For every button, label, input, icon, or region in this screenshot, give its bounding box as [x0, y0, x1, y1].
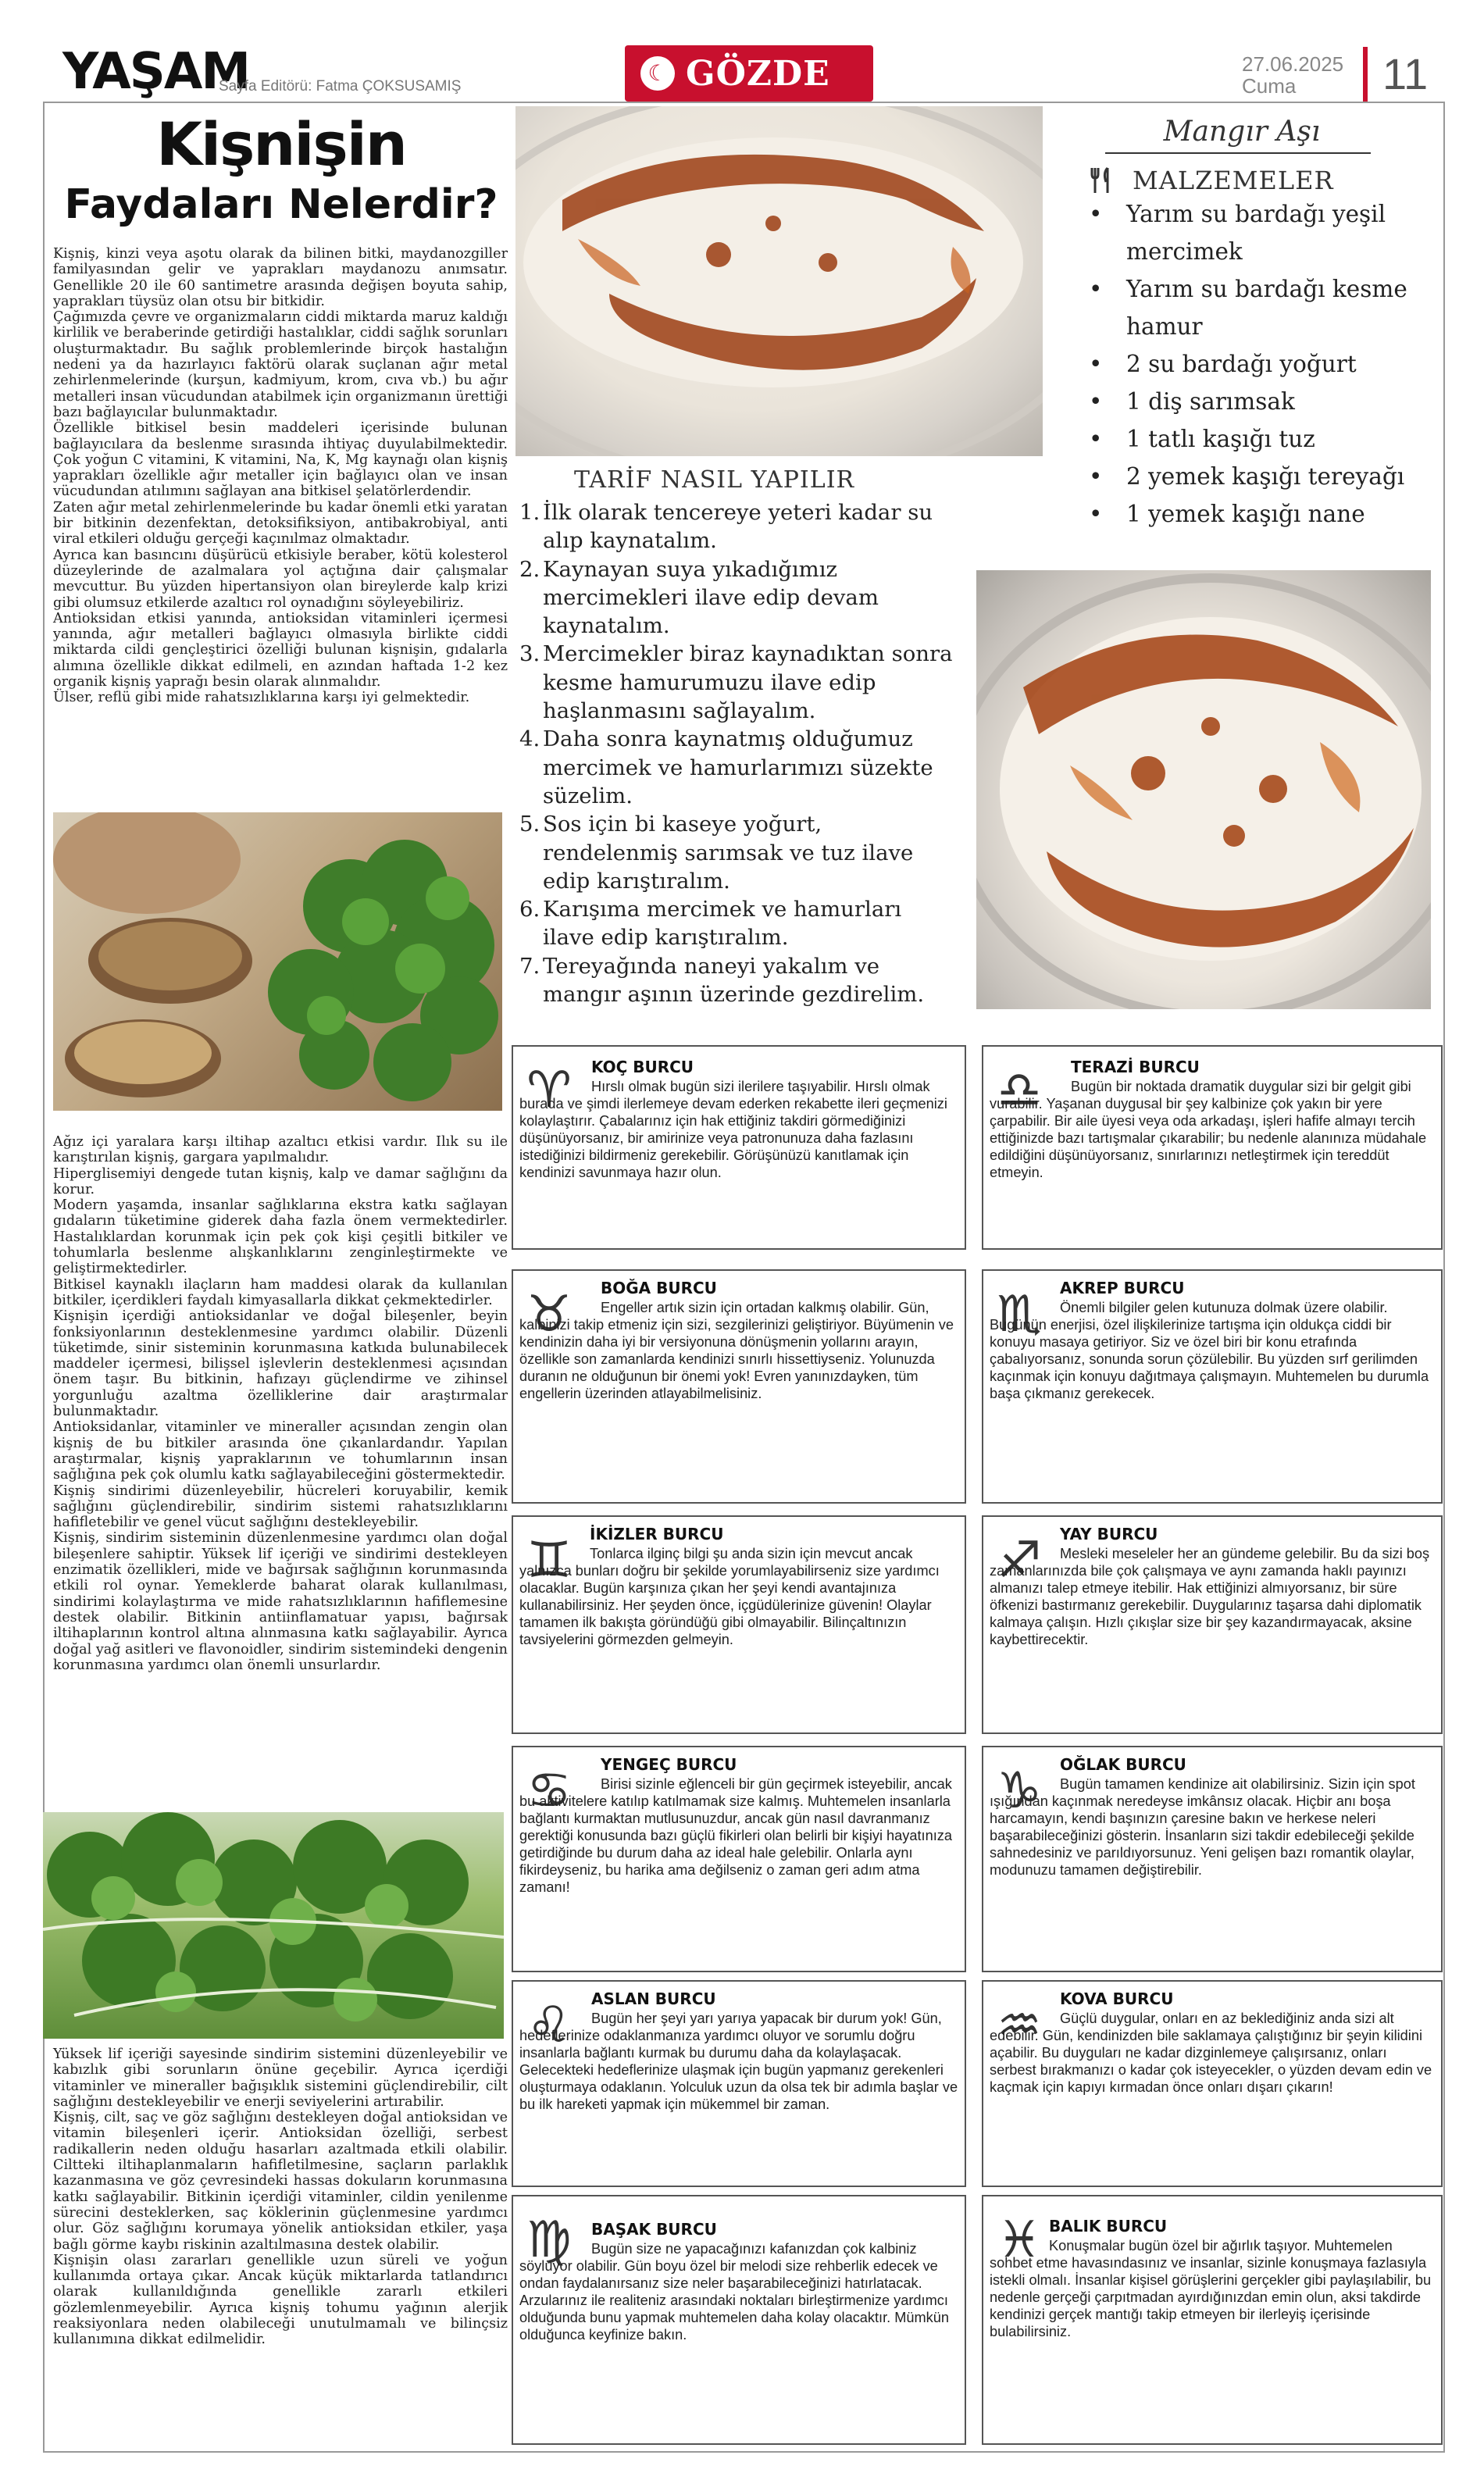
horoscope-title: BOĞA BURCU — [601, 1279, 717, 1297]
horoscope-title: YENGEÇ BURCU — [601, 1755, 737, 1774]
horoscope-box-balik — [982, 2195, 1443, 2445]
mangir-dish-photo-2 — [976, 570, 1431, 1009]
step-number: 5. — [519, 812, 540, 837]
horoscope-text: Mesleki meseleler her an gündeme gelebilir. Bu da sizi boş zamanlarınızda bile çok çalışmaya ve aynı zamanda haklı payınızı almanızı talep etmeye itebilir. Hak ettiğinizi almıyorsanız, bir süre öfkenizi bastırmanız gerekebilir. Duygularınız taşarsa dahi diplomatik kalmaya çalışın. Hızlı çıkışlar size bir şey kazandırmayacak, aksine kaybettirecektir. — [990, 1546, 1430, 1647]
sagittarius-icon: ♐ — [997, 1532, 1042, 1590]
article-paragraph: Kişniş, cilt, saç ve göz sağlığını destekleyen doğal antioksidan ve vitamin bileşenleri içerir. Antioksidan özelliği, serbest radikallerin neden olduğu hasarları azaltmada etkili olabilir. Ciltteki iltihaplanmaların hafifletilmesine, saçların parlaklık kazanmasına ve göz çevresindeki hassas dokuların korunmasına katkı sağlayabilir. Bitkinin içerdiği vitaminler, cildin yenilenme sürecini desteklerken, saç köklerinin güçlenmesine yardımcı olur. Göz sağlığını korumaya yönelik antioksidan etkiler, yaşa bağlı görme kaybı riskinin azaltılmasına destek olabilir. — [53, 2110, 508, 2253]
horoscope-box-yay — [982, 1515, 1443, 1734]
horoscope-text: Bugün bir noktada dramatik duygular sizi bir gelgit gibi vurabilir. Yaşanan duygusal bir şey kalbinize çok yakın bir yere çarpabilir. Bir aile üyesi veya oda arkadaşı, işleri hafife almayı tercih ettiğinizde bazı tartışmalar çıkarabilir; bu nedenle alanınıza müdahale edildiğini düşünüyorsanız, sınırlarınızı netleştirmek için tereddüt etmeyin. — [990, 1079, 1427, 1180]
recipe-step — [519, 725, 957, 810]
horoscope-title: OĞLAK BURCU — [1060, 1755, 1186, 1774]
horoscope-title: KOÇ BURCU — [591, 1058, 694, 1076]
article-column-1 — [53, 246, 508, 706]
step-number: 3. — [519, 641, 540, 667]
article-paragraph: Kişniş, kinzi veya aşotu olarak da bilinen bitki, maydanozgiller familyasından gelir ve yaprakları maydanozu anımsatır. Genellikle 20 ile 60 santimetre arasında değişen boyuta sahip, yaprakları tüysüz olan otsu bir bitkidir. — [53, 246, 508, 309]
horoscope-text: Bugün her şeyi yarı yarıya yapacak bir durum yok! Gün, hedeflerinize odaklanmanıza yardımcı oluyor ve sorumlu doğru insanlarla bağlantı kurmak bu durumu daha da kolaylaşacak. Gelecekteki hedeflerinize ulaşmak için bugün yapmanız gerekenleri oluşturmaya odaklanın. Yolculuk uzun da olsa tek bir adımla başlar ve bu ilk hareketi yapmak için mükemmel bir zaman. — [519, 2011, 958, 2112]
ingredient-item: • Yarım su bardağı yeşil mercimek — [1087, 195, 1439, 270]
taurus-icon: ♉ — [526, 1286, 572, 1343]
article-paragraph: Ülser, reflü gibi mide rahatsızlıklarına karşı iyi gelmektedir. — [53, 690, 470, 706]
coriander-leaves-photo — [43, 1812, 504, 2039]
mangir-dish-photo — [515, 106, 1043, 456]
recipe-steps — [519, 498, 957, 1008]
horoscope-box-oglak — [982, 1746, 1443, 1972]
horoscope-text: Bugün size ne yapacağınızı kafanızdan çok kalbiniz söylüyor olabilir. Gün boyu özel bir melodi size rehberlik edecek ve ondan faydalanırsanız size neler başarabileceğinizi hatırlatacak. Arzularınız ile realiteniz arasındaki noktaları birleştirmenize yardımcı olduğunda bunu yapmak muhtemelen daha kolay olacaktır. Mümkün olduğunca keyfinize bakın. — [519, 2241, 950, 2343]
article-paragraph: Zaten ağır metal zehirlenmelerinde bu kadar önemli etki yaratan bir bitkinin dezenfektan, detoksifiksiyon, antibakrobiyal, anti viral etkileri olduğu gerçeği kaçınılmaz olmaktadır. — [53, 499, 508, 548]
horoscope-box-akrep — [982, 1269, 1443, 1504]
recipe-step — [519, 952, 957, 1009]
aries-icon: ♈ — [526, 1062, 572, 1119]
article-paragraph: Antioksidan etkisi yanında, antioksidan vitaminleri içermesi yanında, ağır metalleri bağlayıcı olmasıyla birlikte ciddi miktarda cildi gençleştirici özelliği bulunan kişnişin, gıdalarla alımına özellikle dikkat edilmeli, en azından haftada 1-2 kez organik kişniş yaprağı besin olarak alınmalıdır. — [53, 610, 508, 690]
horoscope-title: KOVA BURCU — [1060, 1989, 1174, 2008]
recipe-step — [519, 810, 957, 895]
ingredient-item: • 1 diş sarımsak — [1087, 383, 1439, 420]
article-paragraph: Kişniş, sindirim sisteminin düzenlenmesine yardımcı olan doğal bileşenlere sahiptir. Yüksek lif içeriği ve sindirimi destekleyen enzimatik özellikleri, mide ve bağırsak sağlığının korunmasında etkili rol oynar. Yemeklerde baharat olarak kullanılması, sindirimi kolaylaştırma ve mide rahatsızlıklarının hafiflemesine destek olabilir. Bitkinin antiinflamatuar yapısı, bağırsak iltihaplarının kontrol altına alınmasına katkı sağlayabilir. Ayrıca doğal yağ asitleri ve flavonoidler, sindirim sistemindeki dengenin korunmasına yardımcı olan önemli unsurlardır. — [53, 1530, 508, 1673]
article-column-2 — [53, 1134, 508, 1673]
gemini-icon: ♊ — [526, 1532, 572, 1590]
horoscope-box-terazi — [982, 1045, 1443, 1250]
horoscope-box-basak — [512, 2195, 966, 2445]
capricorn-icon: ♑ — [997, 1762, 1042, 1820]
article-paragraph: Bitkisel kaynaklı ilaçların ham maddesi olarak da kullanılan bitkiler, içerdikleri faydalı kimyasallarla dikkat çekmektedirler. — [53, 1276, 508, 1308]
horoscope-text: Bugün tamamen kendinize ait olabilirsiniz. Sizin için spot ışığından kaçınmak neredeyse imkânsız olacak. Hiçbir anı boşa harcamayın, kendi başınızın çaresine bakın ve herkese neleri başarabileceğinizi gösterin. İnsanların sizi takdir edebileceği şekilde sahnedesiniz ve parıldıyorsunuz. Yeni gelişen bazı romantik olaylar, modunuzu tamamen değiştirebilir. — [990, 1776, 1415, 1878]
step-text: Mercimekler biraz kaynadıktan sonra kesme hamurumuzu ilave edip haşlanmasını sağlayalım. — [543, 641, 953, 724]
step-text: Tereyağında naneyi yakalım ve mangır aşının üzerinde gezdirelim. — [543, 953, 925, 1008]
ingredient-text: 1 diş sarımsak — [1126, 388, 1295, 415]
section-title: YAŞAM — [62, 43, 250, 101]
day-text: Cuma — [1242, 74, 1297, 98]
horoscope-text: Konuşmalar bugün özel bir ağırlık taşıyor. Muhtemelen sohbet etme havasındasınız ve insanlar, sizinle konuşmaya fazlasıyla istekli olmalı. İnsanlar kişisel görüşlerini gerçekler gibi paylaşılabilir, bu nedenle gerçeği çarpıtmadan ayırdığınızdan emin olun, aksi takdirde kendinizi gerçek mantığı takip etmeyen bir ilerleyiş içerisinde bulabilirsiniz. — [990, 2238, 1432, 2339]
article-column-3 — [53, 2046, 508, 2348]
horoscope-box-boga — [512, 1269, 966, 1504]
newspaper-logo — [625, 45, 873, 102]
ingredient-text: Yarım su bardağı yeşil mercimek — [1126, 201, 1386, 265]
libra-icon: ♎ — [997, 1062, 1042, 1119]
page-number: 11 — [1382, 49, 1429, 98]
step-number: 2. — [519, 556, 540, 582]
horoscope-title: BALIK BURCU — [1049, 2217, 1168, 2236]
article-paragraph: Kişnişin olası zararları genellikle uzun süreli ve yoğun kullanımda ortaya çıkar. Ancak küçük miktarlarda tatlandırıcı olarak kullanıldığında genellikle zararlı etkileri gözlemlenmeyebilir. Ayrıca kişniş tohumu yağının alerjik reaksiyonlara neden olabileceği unutulmamalı ve bilinçsiz kullanımına dikkat edilmelidir. — [53, 2252, 508, 2348]
article-paragraph: Antioksidanlar, vitaminler ve mineraller açısından zengin olan kişniş de bu bitkiler arasında öne çıkanlardandır. Yapılan araştırmalar, kişniş yapraklarının ve tohumlarının insan sağlığına pek çok olumlu katkı sağlayabileceğini göstermektedir. — [53, 1419, 508, 1483]
horoscope-box-kova — [982, 1980, 1443, 2187]
horoscope-box-aslan — [512, 1980, 966, 2187]
step-text: Kaynayan suya yıkadığımız mercimekleri ilave edip devam kaynatalım. — [543, 556, 879, 639]
step-number: 4. — [519, 726, 540, 752]
horoscope-text: Güçlü duygular, onları en az beklediğiniz anda sizi alt edebilir. Gün, kendinizden bile saklamaya çalıştığınız bir şeyin kilidini açabilir. Bu duyguları ne kadar dizginlemeye çalışırsanız, onları serbest bırakmanızı o kadar çok isteyecekler, o yüzden devam edin ve kaçmak için kapıyı kırmadan önce onları dışarı çıkarın! — [990, 2011, 1432, 2095]
page-editor: Sayfa Editörü: Fatma ÇOKSUSAMIŞ — [219, 78, 462, 95]
step-text: Sos için bi kaseye yoğurt, rendelenmiş sarımsak ve tuz ilave edip karıştıralım. — [543, 812, 914, 894]
article-paragraph: Özellikle bitkisel besin maddeleri içerisinde bulunan bağlayıcılara da beslenme sırasında ihtiyaç duyulabilmektedir. Çok yoğun C vitamini, K vitamini, Na, K, Mg kaynağı olan kişniş yaprakları özellikle ağır metaller için bağlayıcı olan ve insan vücudundan atılımını sağlayan ana bitkisel şelatörlerdendir. — [53, 420, 508, 500]
article-title: Kişnişin — [156, 109, 406, 179]
issue-date — [1242, 53, 1343, 97]
horoscope-title: İKİZLER BURCU — [590, 1525, 724, 1543]
ingredient-item: • Yarım su bardağı kesme hamur — [1087, 270, 1439, 345]
article-paragraph: Kişnişin içerdiği antioksidanlar ve doğal bileşenler, beyin fonksiyonlarının desteklenmesine yardımcı olabilir. Düzenli tüketimde, sinir sisteminin korunmasına katkıda bulunabilecek maddeler içermesi, bilişsel işlevlerin desteklenmesi açısından önem taşır. Bu bitkinin, hafızayı güçlendirme ve zihinsel yorgunluğu azaltma özelliklerine dair araştırmalar bulunmaktadır. — [53, 1308, 508, 1420]
step-number: 7. — [519, 953, 540, 979]
ingredient-text: 1 yemek kaşığı nane — [1126, 501, 1365, 527]
horoscope-title: ASLAN BURCU — [591, 1989, 716, 2008]
horoscope-box-ikizler — [512, 1515, 966, 1734]
step-number: 1. — [519, 500, 540, 525]
step-text: Karışıma mercimek ve hamurları ilave edip karıştıralım. — [543, 897, 902, 951]
ingredient-item: • 1 yemek kaşığı nane — [1087, 495, 1439, 533]
ingredient-text: Yarım su bardağı kesme hamur — [1126, 276, 1407, 340]
ingredient-text: 1 tatlı kaşığı tuz — [1126, 426, 1315, 452]
recipe-step — [519, 498, 957, 555]
logo-text: GÖZDE — [686, 53, 830, 94]
virgo-icon: ♍ — [526, 2211, 572, 2269]
article-paragraph: Ağız içi yaralara karşı iltihap azaltıcı etkisi vardır. Ilık su ile karıştırılan kişniş, gargara yapılmalıdır. — [53, 1134, 508, 1166]
ingredients-list — [1087, 195, 1439, 533]
article-paragraph: Hiperglisemiyi dengede tutan kişniş, kalp ve damar sağlığını da korur. — [53, 1165, 508, 1197]
crescent-star-icon: ☾ — [640, 56, 675, 91]
pisces-icon: ♓ — [997, 2211, 1042, 2269]
ingredient-text: 2 yemek kaşığı tereyağı — [1126, 463, 1405, 490]
step-text: İlk olarak tencereye yeteri kadar su alıp kaynatalım. — [543, 500, 933, 554]
ingredients-heading: MALZEMELER — [1133, 166, 1334, 195]
horoscope-text: Birisi sizinle eğlenceli bir gün geçirmek isteyebilir, ancak bu aktivitelere katılıp katılmamak size kalmış. Muhtemelen insanlarla bağlantı kurmaktan mutlusunuzdur, ancak gün nasıl davranmanız gerektiği konusunda bazı güçlü fikirleri olan belirli bir kişiyi hayatınıza getirdiğinde bu durum daha az ideal hale gelebilir. Onlarla aynı fikirdeyseniz, bu harika ama değilseniz o zaman geri adım atma zamanı! — [519, 1776, 952, 1895]
recipe-step — [519, 895, 957, 952]
article-paragraph: Yüksek lif içeriği sayesinde sindirim sistemini düzenleyebilir ve kabızlık gibi sorunların önüne geçebilir. Ayrıca içerdiği vitaminler ve mineraller bağışıklık sistemini güçlendirebilir, cilt sağlığını destekleyebilir ve enerji seviyelerini artırabilir. — [53, 2046, 508, 2110]
horoscope-box-koc — [512, 1045, 966, 1250]
date-text: 27.06.2025 — [1242, 52, 1344, 76]
horoscope-title: TERAZİ BURCU — [1071, 1058, 1200, 1076]
article-paragraph: Çağımızda çevre ve organizmaların ciddi miktarda maruz kaldığı kirlilik ve beraberinde getirdiği hastalıklar, ciddi sağlık sorunları oluşturmaktadır. Bu sağlık problemlerinde birçok hastalığın nedeni ya da hazırlayıcı faktörü olarak suçlanan ağır metal zehirlenmelerinde (kurşun, kadmiyum, krom, cıva vb.) bu ağır metalleri insan vücudundan atabilmek için organizmanın ürettiği bazı bağlayıcılar bulunmaktadır. — [53, 309, 508, 420]
leo-icon: ♌ — [526, 1996, 572, 2054]
recipe-step — [519, 555, 957, 641]
horoscope-text: Hırslı olmak bugün sizi ilerilere taşıyabilir. Hırslı olmak burada ve şimdi ilerlemeye devam ederken rekabette ileri geçmenizi kolaylaştırır. Çabalarınız için hak ettiğiniz takdiri görmediğinizi düşünüyorsanız, bir amirinize veya patronunuza daha fazlasını istediğinizi bildirmeniz gerekebilir. Görüşünüzü kanıtlamak için kendinizi savunmaya hazır olun. — [519, 1079, 947, 1180]
ingredient-item: • 2 yemek kaşığı tereyağı — [1087, 458, 1439, 495]
fork-knife-icon — [1090, 166, 1114, 194]
article-paragraph: Kişniş sindirimi düzenleyebilir, hücreleri koruyabilir, kemik sağlığını güçlendirebilir, sindirim sistemi rahatsızlıklarını hafifletebilir ve genel vücut sağlığını destekleyebilir. — [53, 1483, 508, 1531]
article-paragraph: Modern yaşamda, insanlar sağlıklarına ekstra katkı sağlayan gıdaların tüketimine giderek daha fazla önem vermektedirler. Hastalıklardan korunmak için pek çok kişi çeşitli bitkiler ve tohumlarla beslenme alışkanlıklarını zenginleştirmekte ve geliştirmektedirler. — [53, 1197, 508, 1277]
step-number: 6. — [519, 897, 540, 922]
recipe-heading: TARİF NASIL YAPILIR — [574, 466, 855, 494]
horoscope-box-yengec — [512, 1746, 966, 1972]
horoscope-title: AKREP BURCU — [1060, 1279, 1185, 1297]
horoscope-text: Engeller artık sizin için ortadan kalkmış olabilir. Gün, kalbinizi takip etmeniz için sizi, sezgilerinizi geliştiriyor. Büyümenin ve kendinizin daha iyi bir versiyonuna dönüşmenin yollarını arayın, özellikle son zamanlarda kendinizi sınırlı hissettiyseniz. Yolunuzda duranın ne olduğunun bir önemi yok! Evren yanınızdayken, tüm engellerin üzerinden atlayabilmelisiniz. — [519, 1300, 954, 1401]
horoscope-text: Tonlarca ilginç bilgi şu anda sizin için mevcut ancak yalnızca bunları doğru bir şekilde yorumlayabilirseniz size yardımcı olacaklar. Bugün karşınıza çıkan her şeyi kendi avantajınıza kullanabilirsiniz. Her şeyden önce, içgüdülerinize güvenin! Olaylar tamamen ilk bakışta göründüğü gibi olmayabilir. Bilinçaltınızın tavsiyelerini görmezden gelmeyin. — [519, 1546, 940, 1647]
recipe-step — [519, 640, 957, 725]
horoscope-title: YAY BURCU — [1060, 1525, 1158, 1543]
ingredient-item: • 1 tatlı kaşığı tuz — [1087, 420, 1439, 458]
scorpio-icon: ♏ — [997, 1286, 1042, 1343]
cancer-crab-icon: ♋ — [526, 1762, 572, 1820]
recipe-title: Mangır Aşı — [1163, 116, 1321, 148]
article-paragraph: Ayrıca kan basıncını düşürücü etkisiyle beraber, kötü kolesterol düzeylerinde de azalmalara yol açtığına dair çalışmalar mevcuttur. Bu yüzden hipertansiyon olan bireylerde kalp krizi gibi olumsuz etkilerde azaltıcı rol oynadığını söyleyebiliriz. — [53, 547, 508, 611]
ingredient-text: 2 su bardağı yoğurt — [1126, 351, 1357, 377]
step-text: Daha sonra kaynatmış olduğumuz mercimek ve hamurlarımızı süzekte süzelim. — [543, 726, 933, 808]
article-subtitle: Faydaları Nelerdir? — [64, 181, 498, 228]
ingredient-item: • 2 su bardağı yoğurt — [1087, 345, 1439, 383]
coriander-seeds-photo — [53, 812, 502, 1111]
horoscope-title: BAŞAK BURCU — [591, 2220, 717, 2239]
horoscope-text: Önemli bilgiler gelen kutunuza dolmak üzere olabilir. Bugünün enerjisi, özel ilişkilerinize tartışma için oldukça ciddi bir konuyu masaya getiriyor. Siz ve özel biri bir konu etrafında çabalıyorsanız, sonunda sorun çözülebilir. Bu yüzden sırf gerilimden kaçınmak için konuyu dağıtmaya çalışmayın. Muhtemelen bu durumla başa çıkmanız gerekecek. — [990, 1300, 1429, 1401]
divider — [1363, 47, 1368, 102]
aquarius-icon: ♒ — [997, 1996, 1042, 2054]
title-underline — [1105, 152, 1371, 154]
